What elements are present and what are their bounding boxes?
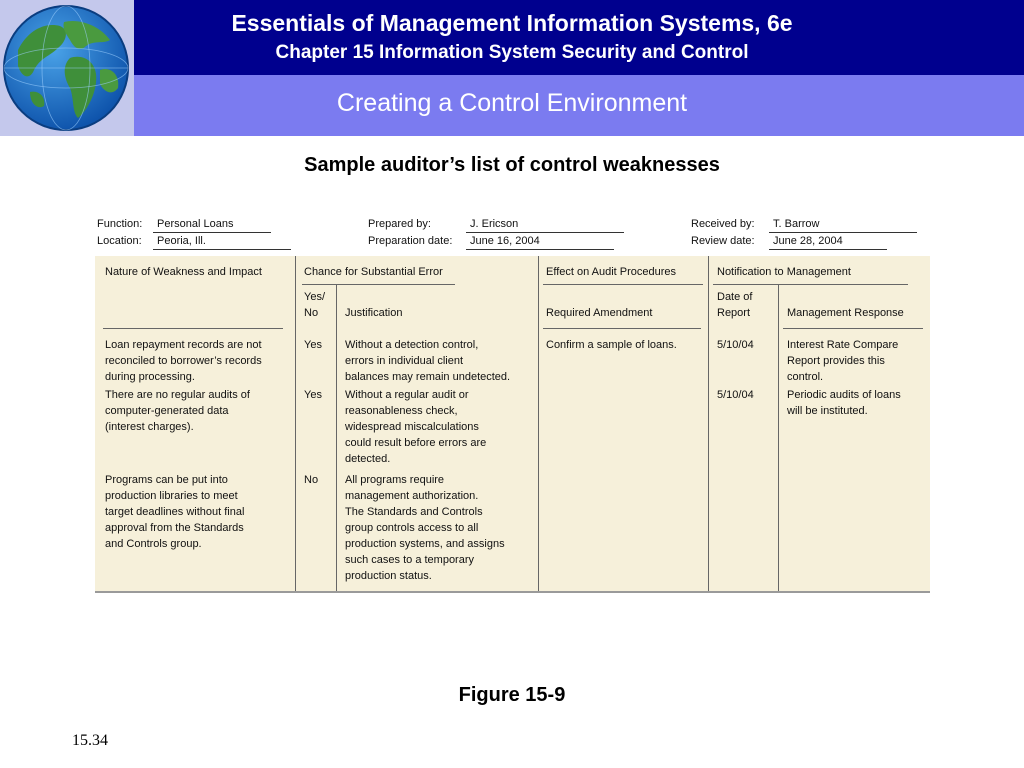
header-yes-no: Yes/ No [304, 291, 326, 319]
header-response: Management Response [787, 307, 904, 319]
meta-received [691, 216, 917, 250]
location-value: Peoria, Ill. [153, 233, 291, 250]
preparation-date-label: Preparation date: [368, 235, 453, 247]
prepared-by-value: J. Ericson [466, 216, 624, 233]
header-divider [783, 328, 923, 329]
figure-label: Figure 15-9 [458, 684, 566, 706]
function-value: Personal Loans [153, 216, 271, 233]
header-amendment: Required Amendment [546, 307, 653, 319]
review-date-label: Review date: [691, 235, 755, 247]
column-divider [538, 256, 539, 591]
row1-yes-no: Yes [304, 339, 322, 351]
chapter-title: Chapter 15 Information System Security and Control [275, 42, 749, 63]
header-divider [302, 284, 455, 285]
column-divider [336, 284, 337, 591]
function-label: Function: [97, 218, 143, 230]
row1-report-date: 5/10/04 [717, 339, 754, 351]
row1-justification: Without a detection control, errors in individual client balances may remain undetected. [345, 339, 511, 383]
preparation-date-value: June 16, 2004 [466, 233, 614, 250]
row2-justification: Without a regular audit or reasonableness check, widespread miscalculations could result before errors are detected. [345, 389, 487, 465]
header-divider [713, 284, 908, 285]
section-title: Creating a Control Environment [336, 89, 688, 117]
received-by-value: T. Barrow [769, 216, 917, 233]
header-divider [103, 328, 283, 329]
row3-yes-no: No [304, 474, 319, 486]
row1-response: Interest Rate Compare Report provides this control. [787, 339, 899, 383]
column-divider [778, 284, 779, 591]
header-notification: Notification to Management [717, 266, 851, 278]
globe-logo [0, 0, 134, 136]
row3-weakness: Programs can be put into production libraries to meet target deadlines without final approval from the Standards and Controls group. [105, 474, 245, 550]
row2-yes-no: Yes [304, 389, 322, 401]
slide-heading: Sample auditor’s list of control weaknesses [304, 154, 720, 176]
header-divider [543, 284, 703, 285]
slide-number: 15.34 [72, 732, 108, 749]
book-title: Essentials of Management Information Systems, 6e [231, 10, 793, 36]
column-divider [708, 256, 709, 591]
row2-response: Periodic audits of loans will be instituted. [787, 389, 901, 417]
location-label: Location: [97, 235, 142, 247]
row3-justification: All programs require management authorization. The Standards and Controls group controls access to all production systems, and assigns such cases to a temporary production status. [345, 474, 505, 582]
prepared-by-label: Prepared by: [368, 218, 431, 230]
header-weakness: Nature of Weakness and Impact [105, 266, 262, 278]
meta-prepared [368, 216, 624, 250]
row1-weakness: Loan repayment records are not reconciled to borrower’s records during processing. [105, 339, 262, 383]
globe-icon [0, 0, 134, 136]
meta-function-location [97, 216, 291, 250]
header-justification: Justification [345, 307, 403, 319]
header-effect: Effect on Audit Procedures [546, 266, 677, 278]
received-by-label: Received by: [691, 218, 755, 230]
header-chance: Chance for Substantial Error [304, 266, 443, 278]
review-date-value: June 28, 2004 [769, 233, 887, 250]
header-divider [543, 328, 701, 329]
row2-report-date: 5/10/04 [717, 389, 754, 401]
row1-amendment: Confirm a sample of loans. [546, 339, 677, 351]
control-weakness-table [95, 256, 930, 593]
header-report-date: Date of Report [717, 291, 753, 319]
row2-weakness: There are no regular audits of computer-generated data (interest charges). [105, 389, 250, 433]
column-divider [295, 256, 296, 591]
